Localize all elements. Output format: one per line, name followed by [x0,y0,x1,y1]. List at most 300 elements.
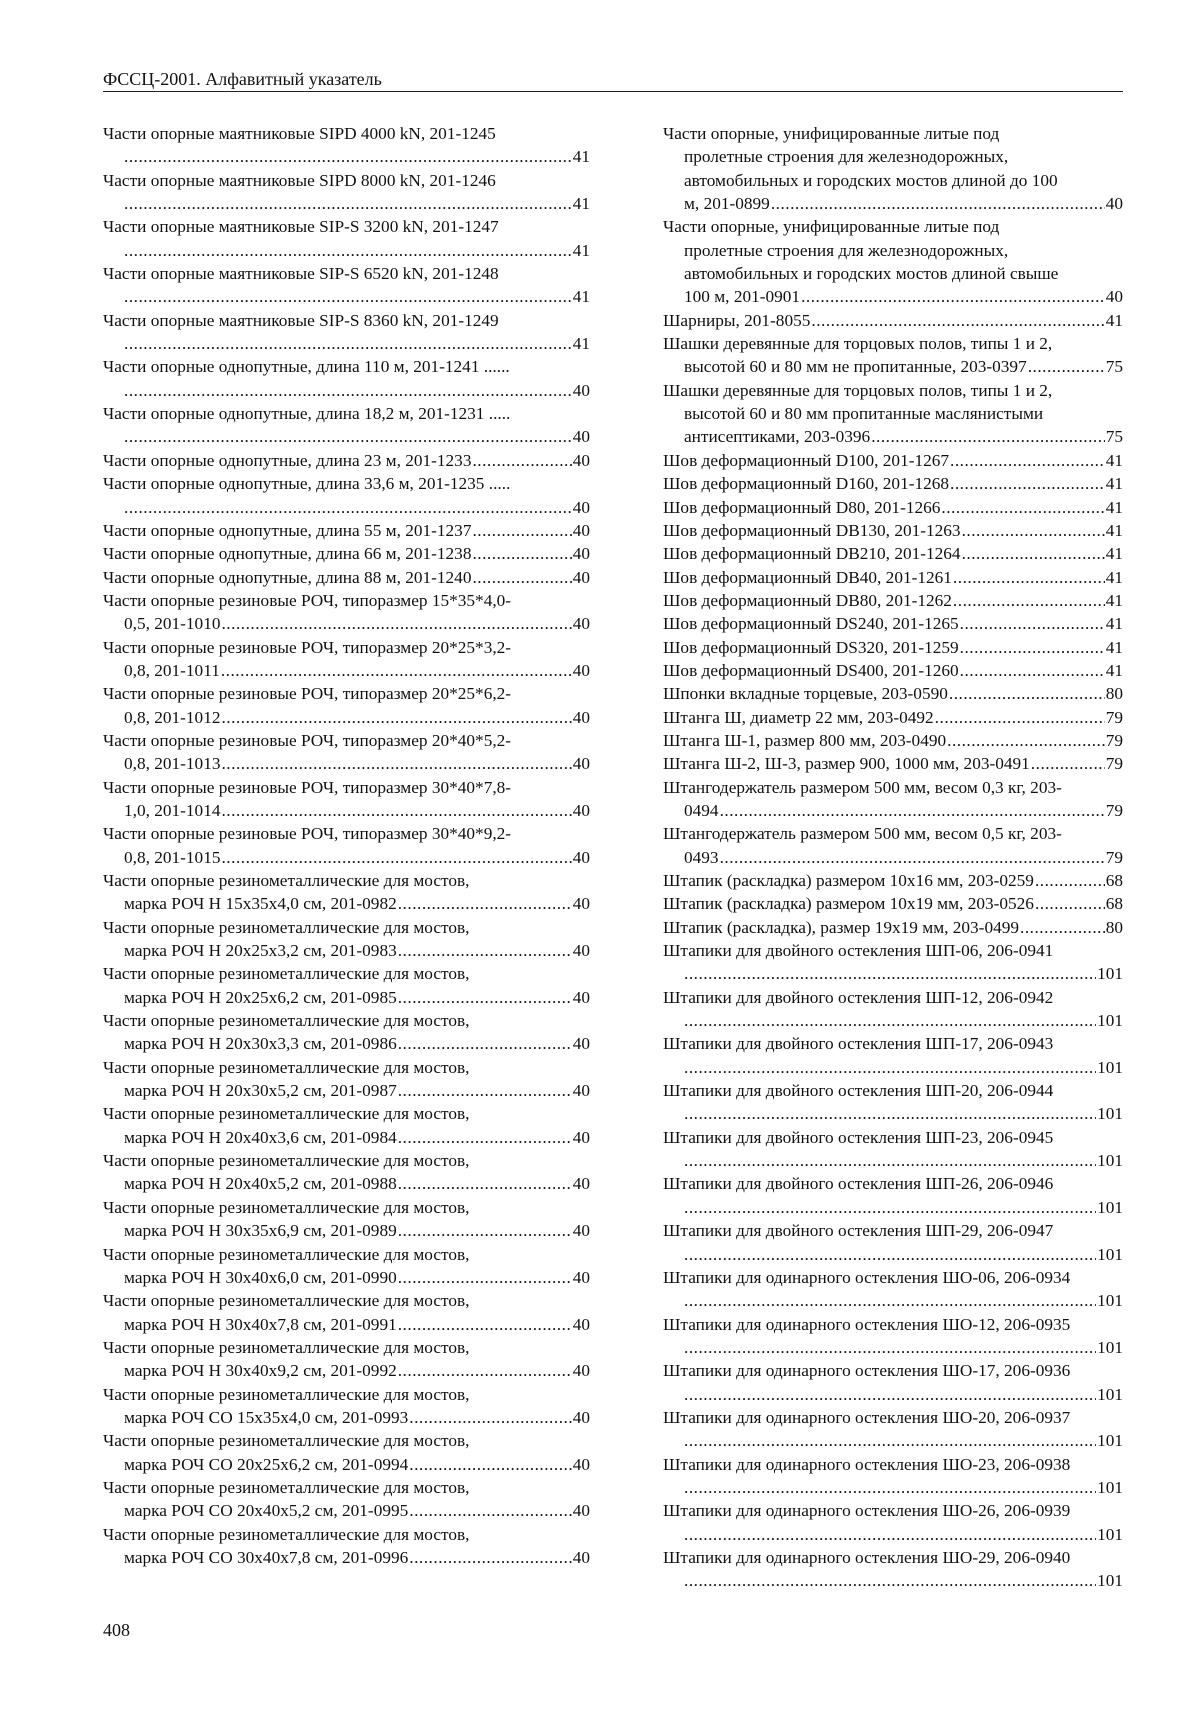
page-number: 408 [103,1620,130,1640]
index-entry-page: 79 [1105,847,1123,867]
index-entry [103,449,590,472]
index-entry-leader-line [103,1313,590,1336]
index-entry-leader-line [103,449,590,472]
index-entry [663,1219,1123,1266]
index-entry-heading: пролетные строения для железнодорожных, [684,147,1009,167]
index-entry-leader-line [663,846,1123,869]
index-entry-page: 101 [1097,1197,1123,1217]
index-entry-heading: Части опорные маятниковые SIPD 4000 kN, 201-1245 [103,124,496,143]
index-entry [103,1102,590,1149]
dot-leader [720,846,1105,869]
running-header-title: ФССЦ-2001. Алфавитный указатель [103,69,382,89]
index-column-right [663,122,1123,1593]
dot-leader [472,449,571,472]
index-entry-leader-line [103,892,590,915]
index-entry-text: марка РОЧ Н 30x40x9,2 см, 201-0992 [124,1361,397,1381]
index-entry [663,1313,1123,1360]
index-entry-heading: Штапики для одинарного остекления ШО-29, 206-0940 [663,1547,1071,1567]
index-entry-heading: Штапики для двойного остекления ШП-23, 206-0945 [663,1127,1054,1147]
index-entry-heading: Штапики для двойного остекления ШП-12, 206-0942 [663,987,1054,1007]
index-entry-text: марка РОЧ СО 20x25x6,2 см, 201-0994 [124,1454,409,1474]
index-entry-text: марка РОЧ Н 30x35x6,9 см, 201-0989 [124,1221,397,1241]
index-entry-leader-line [103,239,590,262]
index-entry-text: Штанга Ш-1, размер 800 мм, 203-0490 [663,730,947,750]
dot-leader [472,542,571,565]
index-entry [663,519,1123,542]
index-entry-page: 40 [572,567,590,587]
index-entry-text: марка РОЧ Н 30x40x6,0 см, 201-0990 [124,1267,397,1287]
dot-leader [124,145,572,168]
index-entry-text: Шов деформационный DB40, 201-1261 [663,567,952,587]
index-entry-leader-line [103,332,590,355]
index-entry [663,1453,1123,1500]
index-entry-page: 40 [572,1127,590,1147]
index-entry [663,1406,1123,1453]
index-entry-leader-line [103,192,590,215]
index-entry-leader-line [103,379,590,402]
dot-leader [398,939,572,962]
dot-leader [684,962,1096,985]
index-entry-leader-line [103,659,590,682]
index-entry-leader-line [663,1383,1123,1406]
index-entry-page: 40 [572,497,590,517]
dot-leader [398,1266,572,1289]
index-entry [663,1172,1123,1219]
index-entry-text: марка РОЧ Н 20x40x3,6 см, 201-0984 [124,1127,397,1147]
index-entry [103,1243,590,1290]
index-entry-heading: Части опорные резиновые РОЧ, типоразмер 30*40*7,8- [103,777,512,797]
index-entry [663,612,1123,635]
index-entry-leader-line [103,939,590,962]
index-entry-heading: Части опорные резинометаллические для мостов, [103,1337,470,1357]
index-entry-leader-line [663,916,1123,939]
index-entry-leader-line [103,1266,590,1289]
index-entry-leader-line [103,285,590,308]
dot-leader [398,1032,572,1055]
index-entry-heading: Части опорные резинометаллические для мостов, [103,1104,470,1124]
index-entry [663,939,1123,986]
index-entry [663,776,1123,823]
index-entry [663,892,1123,915]
index-entry-heading: Части опорные резинометаллические для мостов, [103,1524,470,1544]
index-entry-text: 0,8, 201-1011 [124,660,220,680]
index-entry-text: Штапик (раскладка) размером 10x16 мм, 203-0259 [663,871,1034,890]
index-entry-leader-line [103,519,590,542]
dot-leader [962,542,1105,565]
index-entry [663,729,1123,752]
index-entry-page: 40 [572,1454,590,1474]
index-entry-page: 79 [1105,707,1123,727]
index-entry-page: 68 [1105,871,1123,890]
index-entry-page: 40 [572,1547,590,1567]
index-entry-heading: Части опорные резиновые РОЧ, типоразмер 30*40*9,2- [103,824,512,844]
index-entry-text: марка РОЧ СО 15x35x4,0 см, 201-0993 [124,1407,409,1427]
index-entry-page: 101 [1097,1291,1123,1311]
index-entry-page: 40 [572,1081,590,1101]
index-entry [103,1523,590,1570]
index-entry-leader-line [663,636,1123,659]
index-entry [663,1546,1123,1593]
dot-leader [1020,916,1105,939]
dot-leader [684,1289,1096,1312]
index-entry-page: 41 [1105,310,1123,330]
index-entry [663,659,1123,682]
index-entry [663,1032,1123,1079]
index-entry-text: Штанга Ш-2, Ш-3, размер 900, 1000 мм, 203-0491 [663,754,1030,774]
index-entry-page: 40 [572,1407,590,1427]
index-entry-heading: Части опорные резинометаллические для мостов, [103,964,470,984]
dot-leader [221,659,572,682]
index-entry [103,542,590,565]
index-entry-leader-line [663,192,1123,215]
index-entry-page: 41 [1105,590,1123,610]
dot-leader [720,799,1105,822]
index-entry-heading: Части опорные резиновые РОЧ, типоразмер 15*35*4,0- [103,590,512,610]
index-entry-heading: Части опорные резинометаллические для мостов, [103,1431,470,1451]
index-entry-page: 79 [1105,754,1123,774]
index-entry-heading: Части опорные резиновые РОЧ, типоразмер 20*40*5,2- [103,730,512,750]
index-entry-page: 41 [572,287,590,307]
index-entry-heading: Части опорные резинометаллические для мостов, [103,1011,470,1031]
dot-leader [409,1453,571,1476]
index-entry [103,309,590,356]
index-entry-page: 101 [1097,1477,1123,1497]
index-entry-leader-line [663,285,1123,308]
index-entry-leader-line [103,1126,590,1149]
index-entry-page: 101 [1097,1337,1123,1357]
index-entry-leader-line [663,892,1123,915]
index-entry-page: 75 [1105,427,1123,447]
index-entry [663,379,1123,449]
index-entry-text: марка РОЧ СО 30x40x7,8 см, 201-0996 [124,1547,409,1567]
dot-leader [124,192,572,215]
index-entry-leader-line [663,706,1123,729]
index-entry [103,869,590,916]
index-entry-leader-line [663,1102,1123,1125]
index-entry-leader-line [663,1523,1123,1546]
index-entry-leader-line [663,449,1123,472]
index-entry-leader-line [103,1406,590,1429]
index-entry-page: 101 [1097,1151,1123,1171]
index-entry-page: 79 [1105,800,1123,820]
index-entry [663,309,1123,332]
index-entry-page: 79 [1105,730,1123,750]
index-entry-page: 41 [1105,450,1123,470]
index-entry-page: 101 [1097,1431,1123,1451]
index-entry-page: 40 [572,520,590,540]
index-entry-page: 41 [1105,474,1123,494]
index-entry-page: 41 [572,240,590,260]
index-entry-text: 0,8, 201-1013 [124,754,221,774]
dot-leader [801,285,1105,308]
index-entry-leader-line [103,846,590,869]
index-entry [663,332,1123,379]
index-entry-leader-line [663,1009,1123,1032]
index-entry-page: 75 [1105,357,1123,377]
index-entry [663,215,1123,308]
dot-leader [684,1523,1096,1546]
index-entry-text: Шарниры, 201-8055 [663,310,811,330]
index-entry-heading: Части опорные однопутные, длина 110 м, 201-1241 ...... [103,357,510,377]
index-entry-heading: Штапики для одинарного остекления ШО-20, 206-0937 [663,1407,1071,1427]
index-entry-heading: Штапики для одинарного остекления ШО-26, 206-0939 [663,1501,1071,1521]
index-column-left [103,122,590,1569]
index-entry-heading: Части опорные маятниковые SIP-S 3200 kN, 201-1247 [103,217,499,237]
index-entry-heading: Части опорные, унифицированные литые под [663,217,1000,237]
index-entry-leader-line [663,962,1123,985]
index-entry-page: 40 [572,987,590,1007]
index-entry [103,1289,590,1336]
index-entry-heading: Части опорные резинометаллические для мостов, [103,1151,470,1171]
index-entry [663,752,1123,775]
index-entry-heading: Части опорные однопутные, длина 18,2 м, 201-1231 ..... [103,404,511,424]
index-entry-leader-line [663,799,1123,822]
index-entry-page: 80 [1105,917,1123,937]
dot-leader [950,449,1105,472]
index-entry-text: Шов деформационный D100, 201-1267 [663,450,950,470]
index-entry-leader-line [103,1079,590,1102]
index-entry-text: Шов деформационный DB130, 201-1263 [663,520,961,540]
index-entry-leader-line [103,1546,590,1569]
index-entry-text: марка РОЧ Н 15x35x4,0 см, 201-0982 [124,894,397,914]
index-entry-text: марка РОЧ Н 20x40x5,2 см, 201-0988 [124,1174,397,1194]
index-entry-leader-line [663,1289,1123,1312]
index-entry-text: Части опорные однопутные, длина 55 м, 201-1237 [103,520,472,540]
index-entry-leader-line [103,566,590,589]
index-entry-text: м, 201-0899 [684,194,770,214]
index-entry [103,1429,590,1476]
dot-leader [124,239,572,262]
index-entry [103,1383,590,1430]
index-entry-page: 40 [572,1034,590,1054]
index-entry-leader-line [663,1196,1123,1219]
dot-leader [949,682,1105,705]
index-entry-page: 101 [1097,1057,1123,1077]
dot-leader [409,1546,571,1569]
index-entry-leader-line [663,589,1123,612]
index-entry-heading: Штапики для двойного остекления ШП-26, 206-0946 [663,1174,1054,1194]
dot-leader [398,1313,572,1336]
index-entry-page: 101 [1097,1384,1123,1404]
index-entry-heading: Штапики для двойного остекления ШП-06, 206-0941 [663,941,1054,961]
index-entry-page: 101 [1097,964,1123,984]
index-entry [663,1499,1123,1546]
index-entry-page: 40 [572,1314,590,1334]
index-entry [663,822,1123,869]
index-entry [663,449,1123,472]
index-entry-leader-line [663,1476,1123,1499]
index-entry-page: 41 [572,334,590,354]
index-entry-leader-line [103,425,590,448]
index-entry-page: 40 [572,1267,590,1287]
index-entry-heading: Части опорные резиновые РОЧ, типоразмер 20*25*3,2- [103,637,512,657]
index-entry [103,402,590,449]
index-entry-heading: Части опорные резинометаллические для мостов, [103,1477,470,1497]
dot-leader [684,1196,1096,1219]
index-entry-heading: Части опорные резинометаллические для мостов, [103,1384,470,1404]
dot-leader [960,636,1105,659]
index-entry-leader-line [103,542,590,565]
index-entry-heading: Части опорные резинометаллические для мостов, [103,917,470,937]
index-entry [103,1196,590,1243]
dot-leader [953,566,1105,589]
index-entry-heading: Части опорные резинометаллические для мостов, [103,1057,470,1077]
index-entry-text: Шпонки вкладные торцевые, 203-0590 [663,684,948,704]
index-entry-leader-line [103,799,590,822]
index-entry-page: 41 [1105,567,1123,587]
index-entry-leader-line [663,869,1123,892]
index-entry-text: Части опорные однопутные, длина 23 м, 201-1233 [103,450,472,470]
index-entry-heading: Штапики для одинарного остекления ШО-23, 206-0938 [663,1454,1071,1474]
dot-leader [684,1569,1096,1592]
dot-leader [221,799,571,822]
index-entry-text: Шов деформационный DB80, 201-1262 [663,590,952,610]
index-entry-heading: Части опорные резинометаллические для мостов, [103,1244,470,1264]
index-entry-heading: Части опорные маятниковые SIP-S 6520 kN, 201-1248 [103,264,499,284]
index-entry-page: 40 [572,1361,590,1381]
index-entry-leader-line [663,355,1123,378]
index-entry-heading: Части опорные маятниковые SIP-S 8360 kN, 201-1249 [103,310,499,330]
index-entry-leader-line [663,1336,1123,1359]
index-entry [103,822,590,869]
index-entry-leader-line [103,145,590,168]
index-entry-page: 101 [1097,1011,1123,1031]
index-entry-page: 40 [572,544,590,564]
index-entry-leader-line [103,1172,590,1195]
index-entry-text: Шов деформационный DS400, 201-1260 [663,660,959,680]
dot-leader [947,729,1105,752]
dot-leader [398,892,572,915]
index-entry-heading: автомобильных и городских мостов длиной до 100 [684,170,1058,190]
index-entry-leader-line [663,309,1123,332]
dot-leader [221,846,571,869]
index-entry-text: Части опорные однопутные, длина 66 м, 201-1238 [103,544,472,564]
index-entry-heading: Шашки деревянные для торцовых полов, типы 1 и 2, [663,334,1053,354]
index-entry-leader-line [663,682,1123,705]
index-entry [103,566,590,589]
index-entry-leader-line [663,1056,1123,1079]
index-entry [663,1126,1123,1173]
index-entry-page: 41 [1105,637,1123,657]
index-entry-page: 40 [572,660,590,680]
index-entry-leader-line [663,1429,1123,1452]
index-entry-leader-line [663,659,1123,682]
dot-leader [953,589,1105,612]
index-entry-text: марка РОЧ Н 20x30x3,3 см, 201-0986 [124,1034,397,1054]
index-entry-text: Шов деформационный DS320, 201-1259 [663,637,959,657]
index-entry-text: Шов деформационный D80, 201-1266 [663,497,941,517]
index-entry-page: 40 [572,614,590,634]
dot-leader [684,1383,1096,1406]
index-entry-text: Шов деформационный DB210, 201-1264 [663,544,961,564]
index-entry-page: 40 [572,380,590,400]
index-entry-page: 101 [1097,1524,1123,1544]
index-entry-heading: Части опорные резиновые РОЧ, типоразмер 20*25*6,2- [103,684,512,704]
index-entry [663,472,1123,495]
index-entry-heading: Штапики для одинарного остекления ШО-17, 206-0936 [663,1361,1071,1381]
dot-leader [684,1429,1096,1452]
index-entry-leader-line [663,496,1123,519]
index-entry-leader-line [103,1219,590,1242]
index-entry-heading: Части опорные маятниковые SIPD 8000 kN, 201-1246 [103,170,496,190]
dot-leader [960,659,1105,682]
index-entry [103,1336,590,1383]
index-entry-heading: Шашки деревянные для торцовых полов, типы 1 и 2, [663,380,1053,400]
dot-leader [409,1406,571,1429]
index-entry-page: 40 [572,427,590,447]
dot-leader [684,1102,1096,1125]
dot-leader [684,1243,1096,1266]
index-entry-page: 41 [572,194,590,214]
index-entry-page: 40 [572,941,590,961]
dot-leader [124,425,572,448]
index-entry-page: 41 [1105,660,1123,680]
index-entry [663,566,1123,589]
index-entry-text: антисептиками, 203-0396 [684,427,871,447]
index-entry-heading: Штангодержатель размером 500 мм, весом 0,3 кг, 203- [663,777,1062,797]
index-entry [103,169,590,216]
dot-leader [472,566,571,589]
index-entry-heading: Штапики для одинарного остекления ШО-12, 206-0935 [663,1314,1071,1334]
index-entry-page: 40 [572,894,590,914]
index-entry-text: 0,8, 201-1015 [124,847,221,867]
index-entry [103,1056,590,1103]
dot-leader [960,612,1105,635]
index-entry-text: 0,8, 201-1012 [124,707,221,727]
index-entry-text: Штапик (раскладка) размером 10x19 мм, 203-0526 [663,894,1034,914]
index-entry-page: 40 [572,1501,590,1521]
index-entry-heading: Штапики для одинарного остекления ШО-06, 206-0934 [663,1267,1071,1287]
index-entry-leader-line [663,1149,1123,1172]
index-entry-text: марка РОЧ СО 20x40x5,2 см, 201-0995 [124,1501,409,1521]
index-entry-page: 40 [1105,287,1123,307]
index-entry-text: высотой 60 и 80 мм не пропитанные, 203-0397 [684,357,1027,377]
dot-leader [684,1009,1096,1032]
index-entry-leader-line [103,1359,590,1382]
index-entry-leader-line [103,1453,590,1476]
index-entry-page: 80 [1105,684,1123,704]
index-entry-page: 40 [572,800,590,820]
index-entry-leader-line [103,986,590,1009]
dot-leader [398,1126,572,1149]
dot-leader [398,1079,572,1102]
index-entry [103,355,590,402]
dot-leader [684,1336,1096,1359]
dot-leader [221,612,571,635]
index-entry [663,122,1123,215]
index-entry-text: Штанга Ш, диаметр 22 мм, 203-0492 [663,707,934,727]
dot-leader [409,1499,571,1522]
index-entry-leader-line [663,425,1123,448]
index-entry [103,1009,590,1056]
dot-leader [124,379,572,402]
index-entry-text: марка РОЧ Н 20x25x6,2 см, 201-0985 [124,987,397,1007]
index-entry-heading: Части опорные резинометаллические для мостов, [103,1197,470,1217]
index-entry [103,472,590,519]
index-entry [103,262,590,309]
index-entry [103,519,590,542]
index-entry-leader-line [663,612,1123,635]
dot-leader [935,706,1105,729]
index-entry [663,589,1123,612]
dot-leader [221,752,571,775]
index-entry-heading: Части опорные резинометаллические для мостов, [103,1291,470,1311]
index-entry [103,776,590,823]
index-entry-page: 101 [1097,1571,1123,1591]
index-entry [103,962,590,1009]
dot-leader [398,1359,572,1382]
index-entry-heading: пролетные строения для железнодорожных, [684,240,1009,260]
